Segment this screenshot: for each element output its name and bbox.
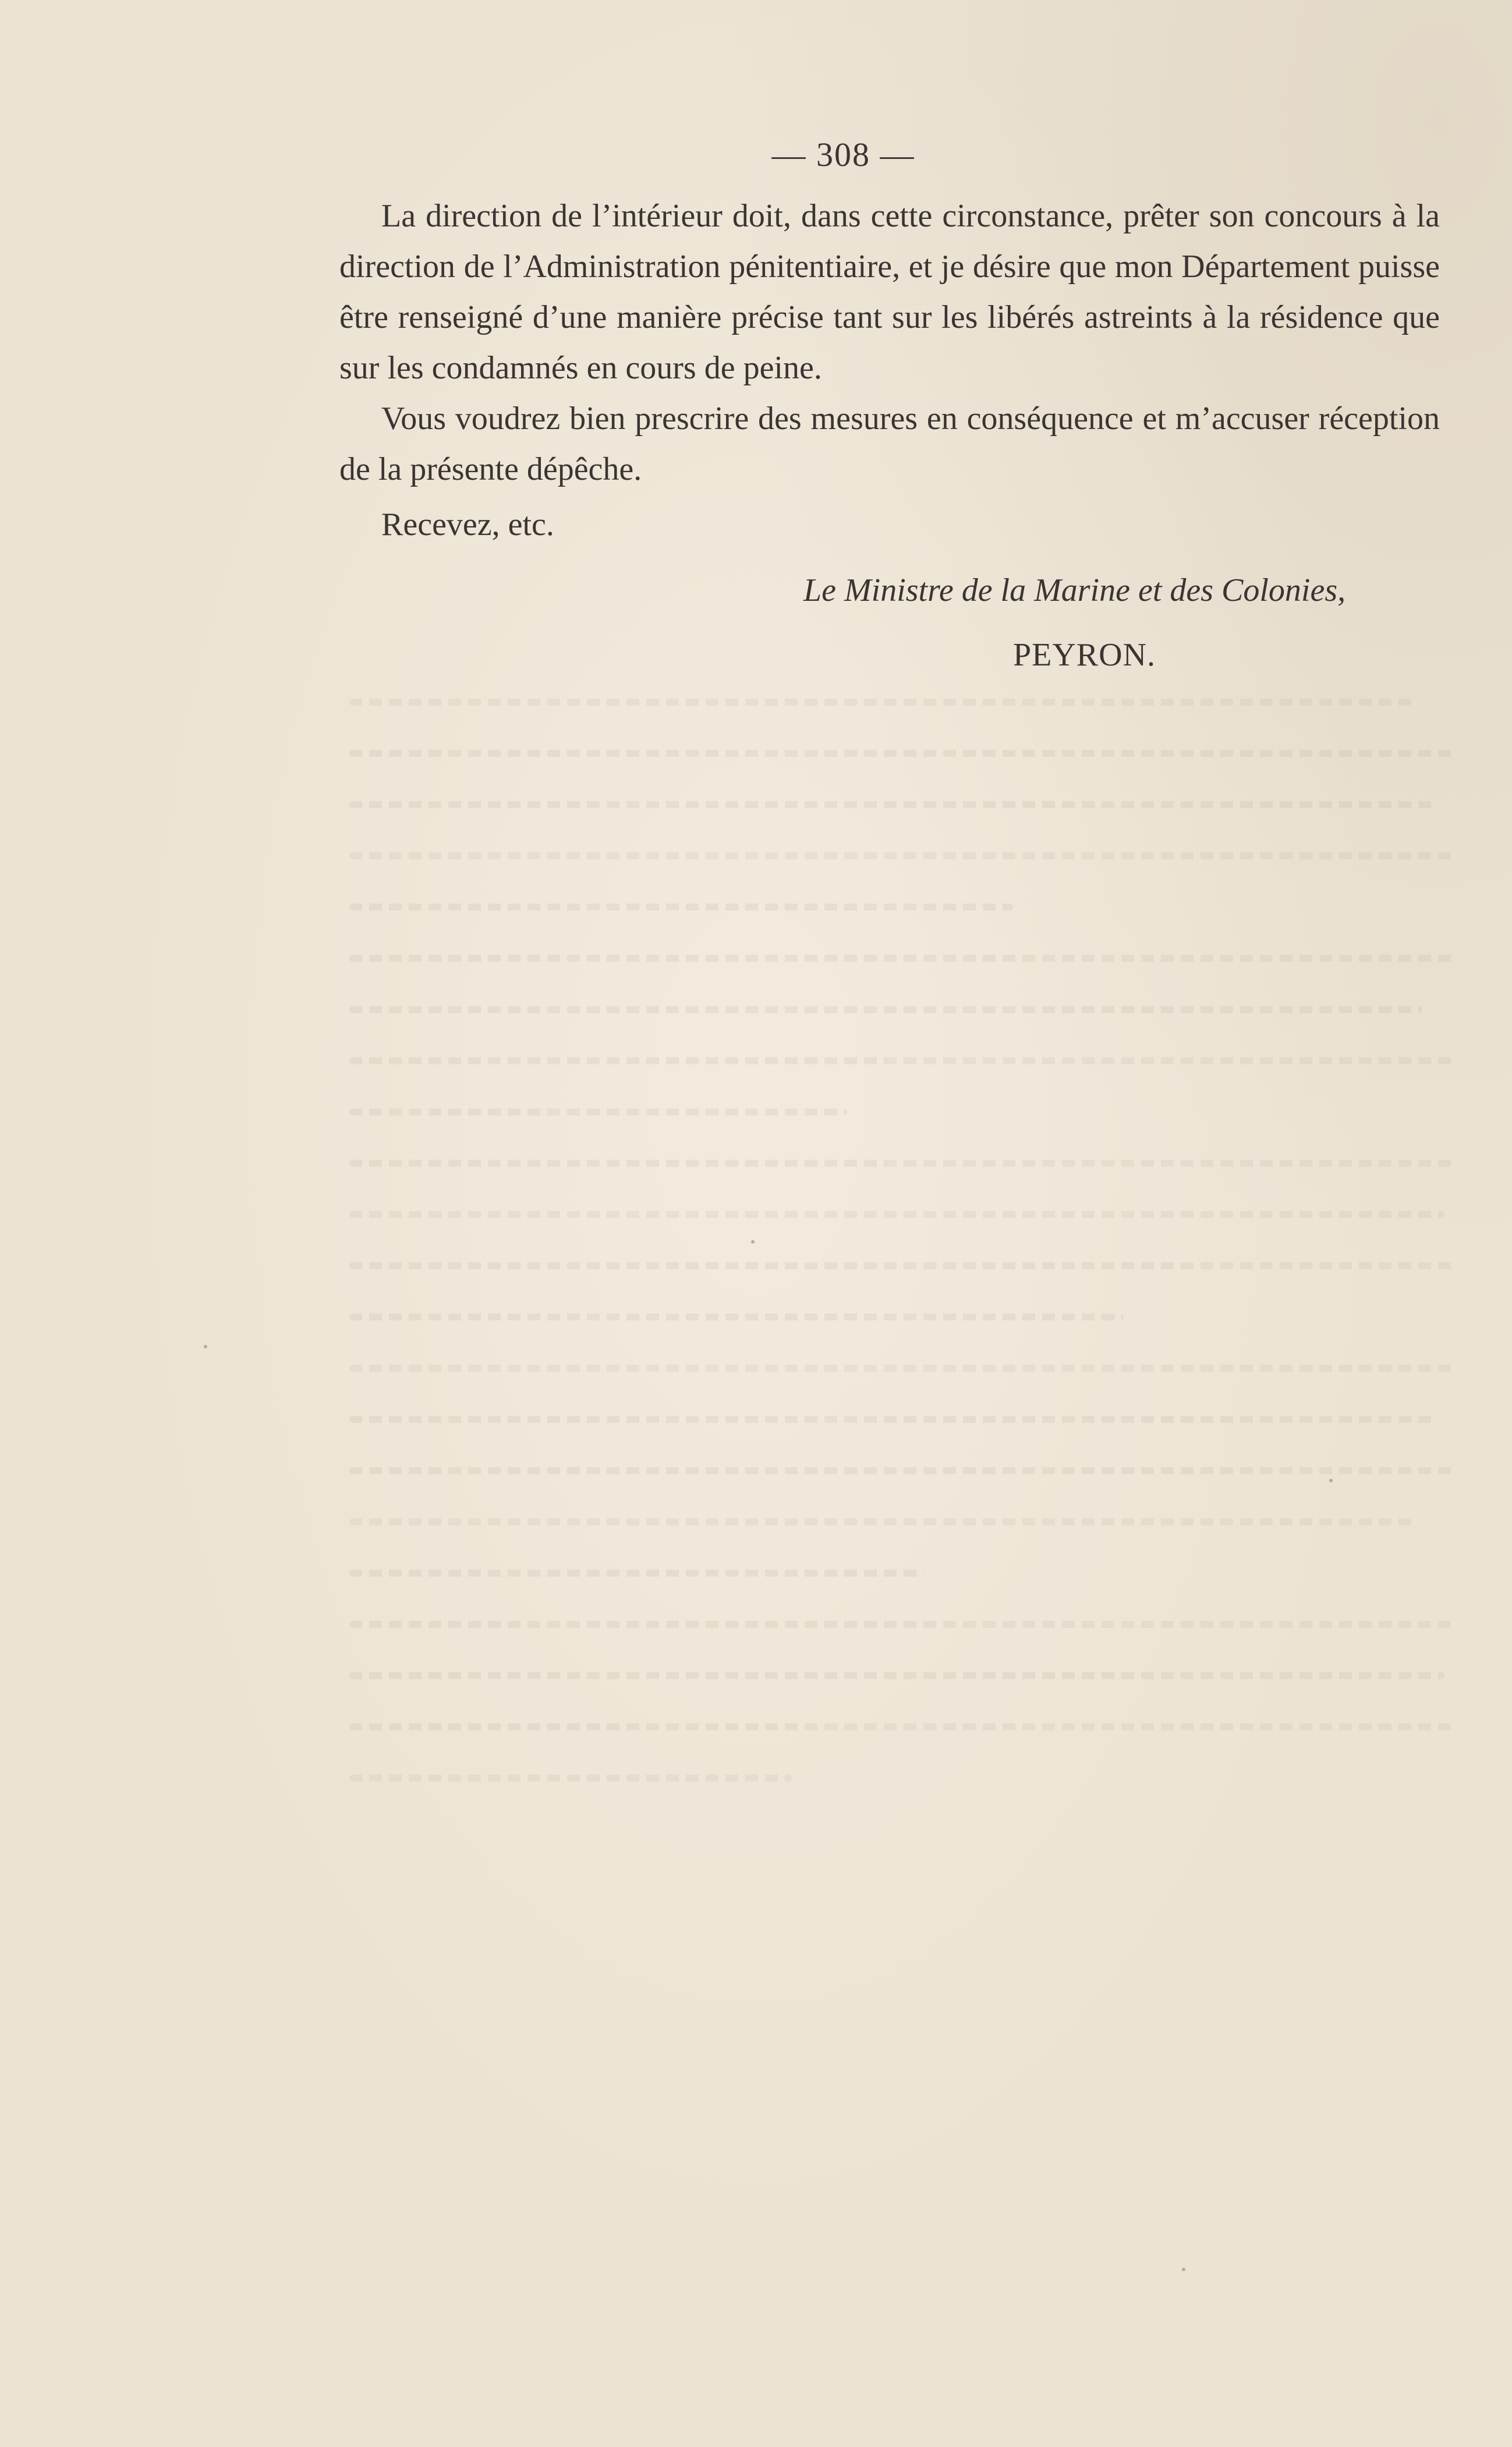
paper-speck <box>204 1345 207 1348</box>
paper-speck <box>1329 1479 1333 1482</box>
paper-speck <box>751 1240 755 1244</box>
closing-formula: Recevez, etc. <box>381 507 554 543</box>
signature-name: PEYRON. <box>1013 637 1156 673</box>
reverse-side-bleed-through <box>349 699 1456 1979</box>
page-number: — 308 — <box>771 136 915 173</box>
paper-speck <box>1182 2268 1185 2271</box>
letter-body <box>339 191 1440 550</box>
signature-title: Le Ministre de la Marine et des Colonies, <box>803 572 1346 608</box>
paragraph-1: La direction de l’intérieur doit, dans cette circonstance, prêter son concours à la direction de l’Administration pénitentiaire, et je désire que mon Département puisse être renseigné d’une manière précise tant sur les libérés astreints à la résidence que sur les condamnés en cours de peine. <box>339 198 1440 386</box>
paragraph-2: Vous voudrez bien prescrire des mesures en conséquence et m’accuser réception de la présente dépêche. <box>339 401 1440 487</box>
